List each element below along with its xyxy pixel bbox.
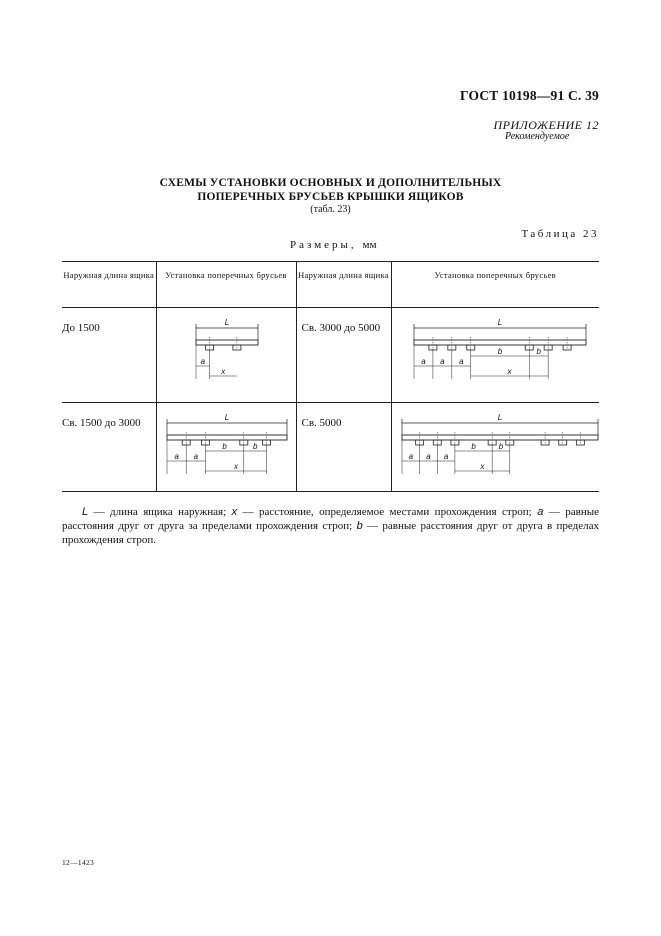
scheme-cell — [391, 308, 599, 403]
dimension-label-x: x — [506, 367, 511, 376]
lid-board — [414, 340, 586, 345]
length-value: Св. 5000 — [301, 417, 342, 429]
length-cell — [62, 308, 156, 403]
table-row — [62, 403, 599, 492]
page-title-line-1: СХЕМЫ УСТАНОВКИ ОСНОВНЫХ И ДОПОЛНИТЕЛЬНЫХ — [159, 177, 502, 189]
length-value: Св. 3000 до 5000 — [301, 322, 381, 334]
dimension-label-b: b — [470, 442, 476, 451]
page-title-table-ref: (табл. 23) — [310, 204, 351, 215]
symbol-L: L — [82, 506, 89, 518]
sizes-label-text: Размеры, — [290, 239, 357, 251]
dimension-label-a: a — [193, 452, 198, 461]
length-value: Св. 1500 до 3000 — [62, 417, 141, 429]
dimension-label-a: a — [408, 452, 413, 461]
lid-board — [402, 435, 598, 440]
dimension-label-L: L — [224, 413, 229, 422]
dimension-label-b: b — [498, 442, 503, 451]
symbol-a: a — [537, 506, 544, 518]
sizes-label — [290, 239, 377, 251]
dimensions-table — [62, 261, 599, 492]
table-header-row — [62, 262, 599, 308]
scheme-diagram-1500-3000 — [157, 403, 297, 491]
standard-reference: ГОСТ 10198—91 С. 39 — [460, 88, 599, 103]
dimension-label-b: b — [535, 347, 541, 356]
table-row — [62, 308, 599, 403]
symbol-x: x — [231, 506, 238, 518]
legend-L-text: — длина ящика наружная; — [88, 506, 232, 518]
dimension-label-x: x — [233, 462, 238, 471]
appendix-status: Рекомендуемое — [505, 131, 570, 142]
lid-board — [196, 340, 258, 345]
scheme-diagram-3000-5000 — [392, 308, 600, 402]
lid-board — [167, 435, 287, 440]
dimension-label-a: a — [173, 452, 179, 461]
dimension-label-b: b — [252, 442, 257, 451]
dimension-label-a: a — [200, 357, 205, 366]
scheme-cell — [156, 308, 296, 403]
legend-footnote — [62, 505, 599, 547]
length-cell — [62, 403, 156, 492]
dimension-label-x: x — [479, 462, 484, 471]
scheme-diagram-over-5000 — [392, 403, 600, 491]
appendix-title: ПРИЛОЖЕНИЕ 12 — [493, 118, 599, 132]
dimension-label-a: a — [443, 452, 448, 461]
dimension-label-L: L — [497, 318, 502, 327]
dimension-label-b: b — [497, 347, 502, 356]
dimension-label-L: L — [497, 413, 502, 422]
dimension-label-a: a — [420, 357, 426, 366]
length-cell — [296, 308, 391, 403]
length-value: До 1500 — [62, 322, 100, 334]
page-title-line-2: ПОПЕРЕЧНЫХ БРУСЬЕВ КРЫШКИ ЯЩИКОВ — [197, 191, 464, 203]
sizes-unit: мм — [362, 239, 377, 251]
dimension-label-a: a — [425, 452, 431, 461]
scheme-diagram-upto-1500 — [157, 308, 297, 402]
scheme-cell — [391, 403, 599, 492]
dimension-label-L: L — [224, 318, 229, 327]
header-bar-install-2: Установка поперечных брусьев — [391, 262, 599, 308]
symbol-b: b — [356, 520, 363, 532]
dimension-label-b: b — [221, 442, 227, 451]
header-bar-install-1: Установка поперечных брусьев — [156, 262, 296, 308]
dimension-label-x: x — [220, 367, 225, 376]
page-mark: 12—1423 — [62, 858, 95, 867]
legend-x-text: — расстояние, определяемое местами прохождения строп; — [237, 506, 538, 518]
length-cell — [296, 403, 391, 492]
legend-b-text: — равные расстояния друг от друга в пределах прохождения строп. — [62, 520, 599, 546]
scheme-cell — [156, 403, 296, 492]
dimension-label-a: a — [439, 357, 445, 366]
dimension-label-a: a — [458, 357, 464, 366]
table-number-label: Таблица 23 — [521, 228, 599, 240]
header-box-length-2: Наружная длина ящика — [296, 262, 391, 308]
legend-a-text: — равные расстояния друг от друга за пределами прохождения строп; — [62, 506, 599, 532]
header-box-length-1: Наружная длина ящика — [62, 262, 156, 308]
